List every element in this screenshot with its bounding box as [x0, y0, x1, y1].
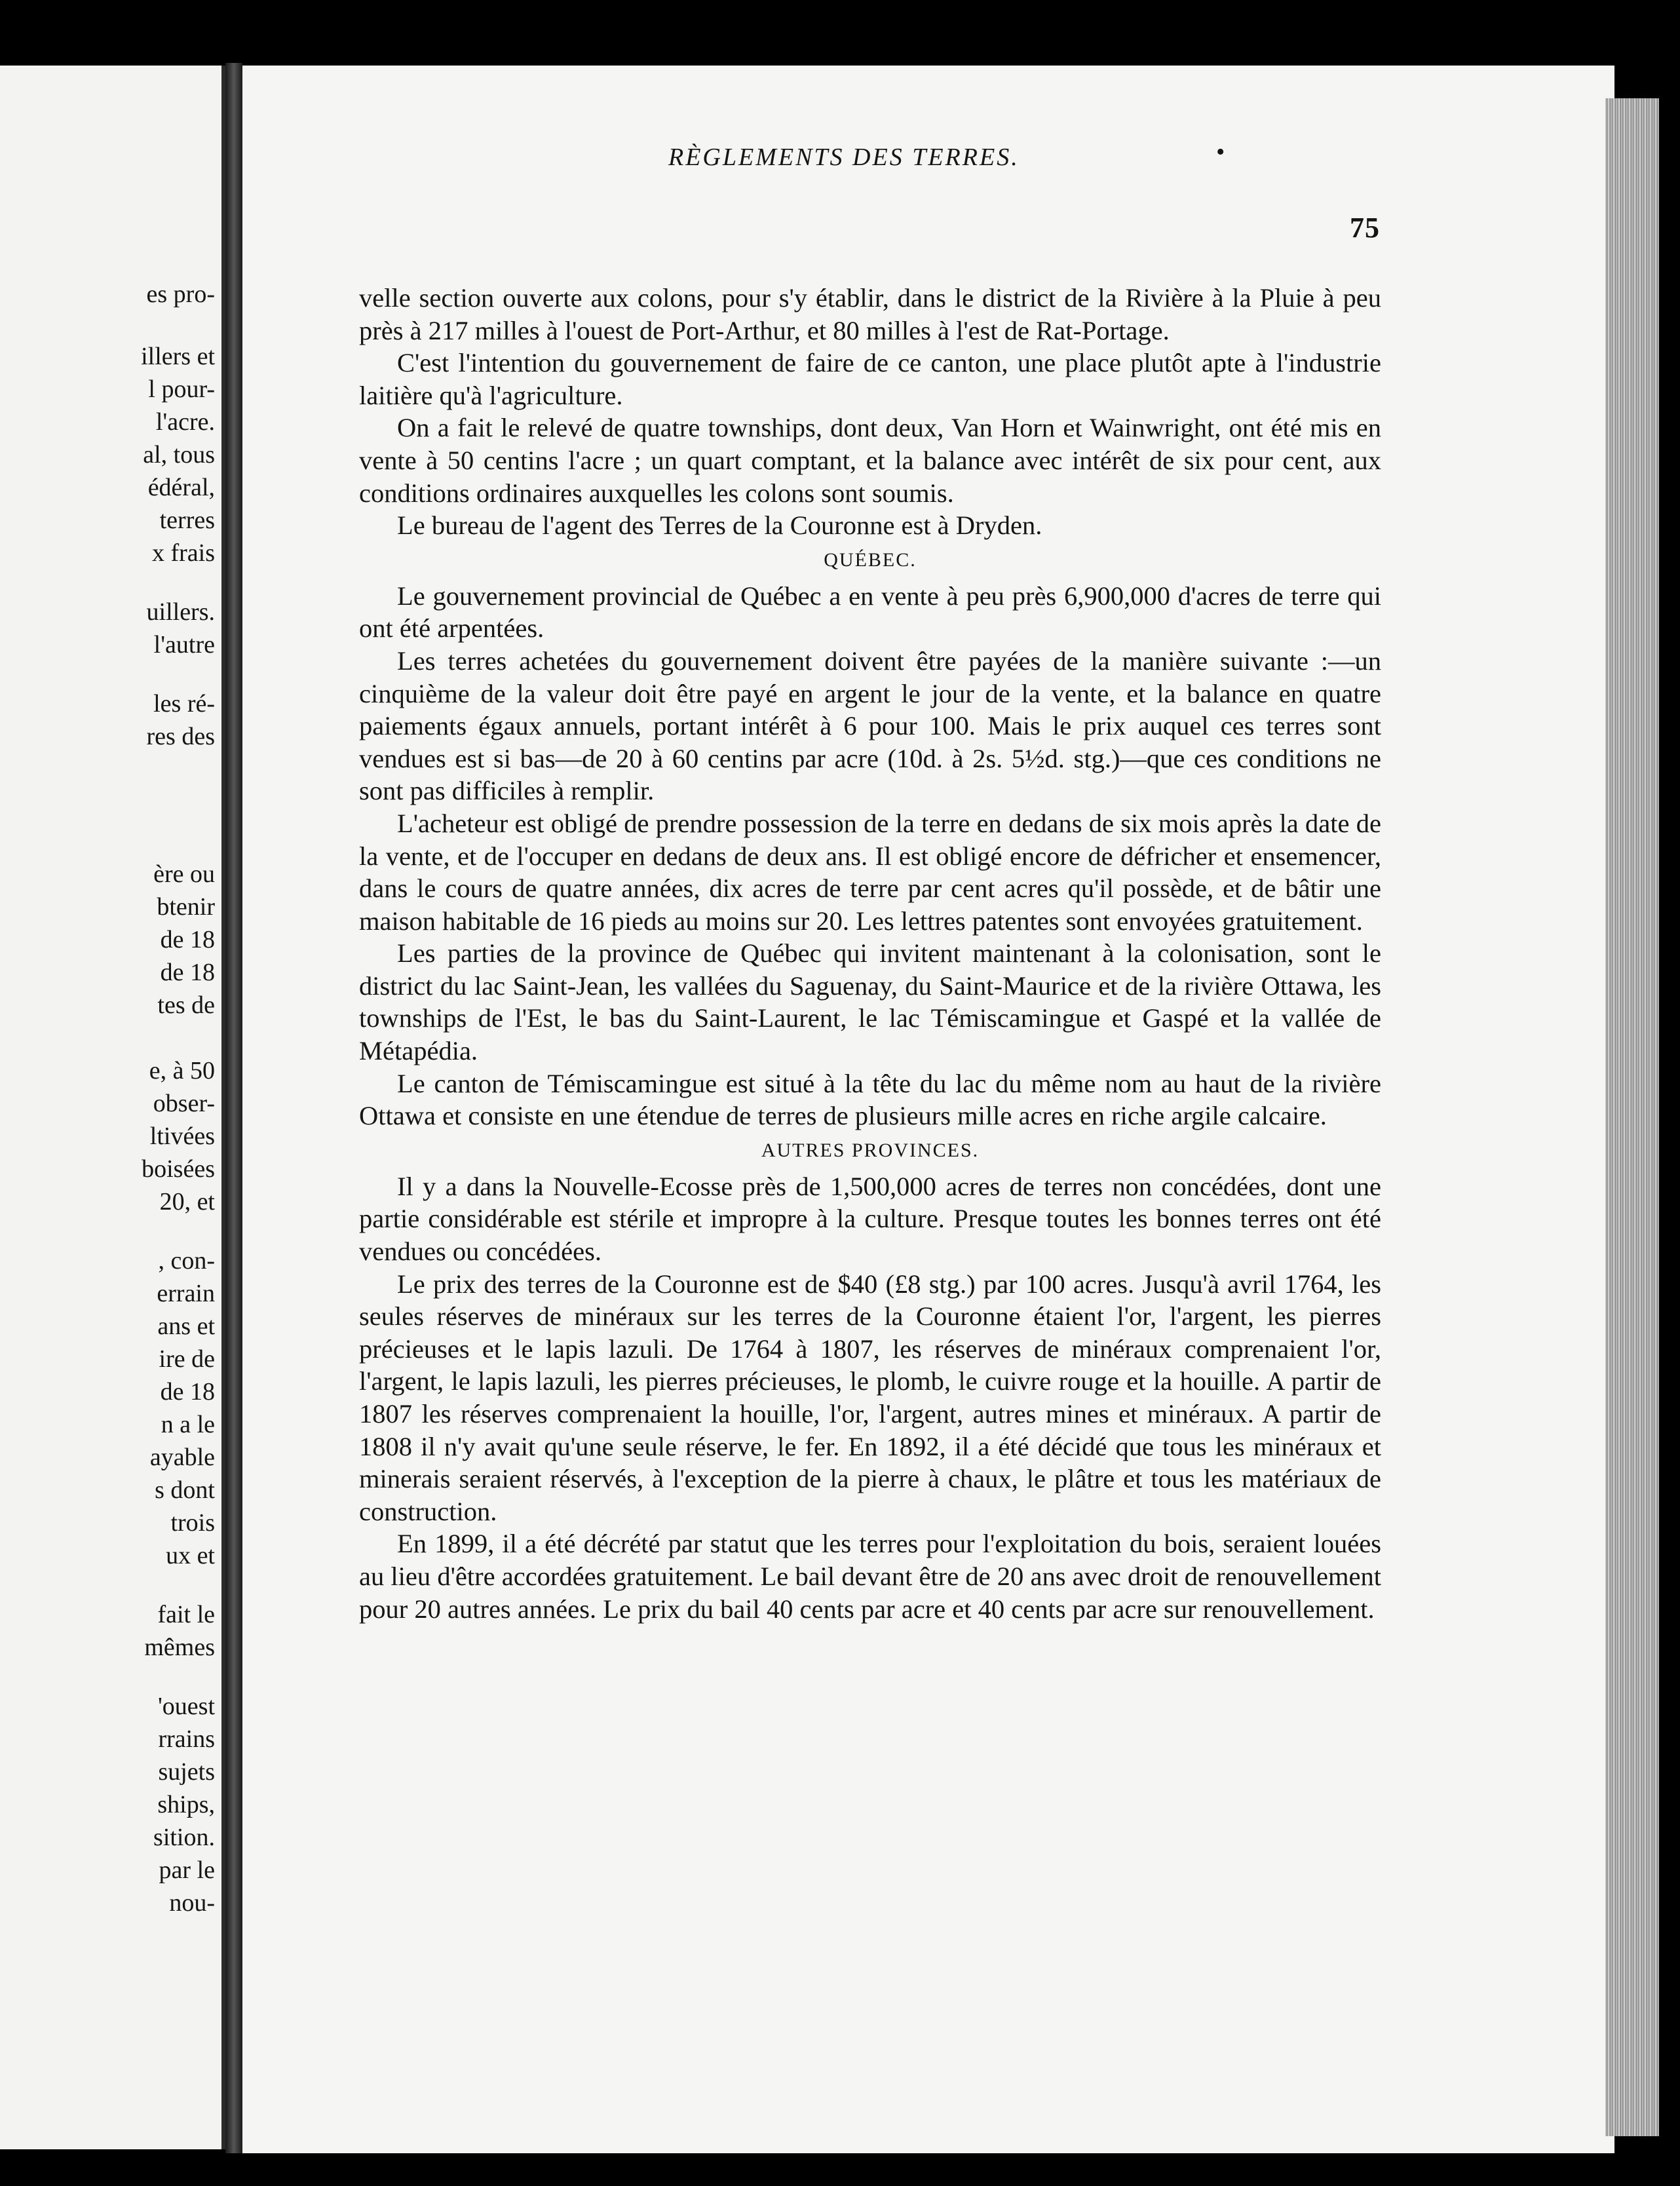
left-page-fragment: sujets [158, 1758, 215, 1786]
left-page-fragment: errain [157, 1280, 215, 1307]
paragraph: C'est l'intention du gouvernement de faire de ce canton, une place plutôt apte à l'industrie laitière qu'à l'agriculture. [359, 348, 1381, 410]
left-page-fragment: l pour- [148, 375, 215, 403]
left-page-fragment: 'ouest [157, 1693, 215, 1720]
left-page-fragment: x frais [151, 539, 215, 567]
paragraph: En 1899, il a été décrété par statut que les terres pour l'exploitation du bois, seraient louées au lieu d'être accordées gratuitement. Le bail devant être de 20 ans avec droit de renouvellement pour 20 autres années. Le prix du bail 40 cents par acre et 40 cents par acre sur renouvellement. [359, 1529, 1381, 1624]
left-page-fragment: btenir [157, 893, 215, 921]
left-page-fragment: fait le [157, 1601, 215, 1628]
left-page-fragment: ayable [149, 1444, 215, 1471]
left-page-fragment: ltivées [149, 1122, 215, 1150]
left-page-fragment: , con- [158, 1247, 215, 1275]
left-page-fragment: mêmes [144, 1634, 215, 1661]
left-page-fragment: l'acre. [155, 408, 215, 436]
book-gutter [225, 63, 242, 2153]
paragraph: Il y a dans la Nouvelle-Ecosse près de 1,500,000 acres de terres non concédées, dont une partie considérable est stérile et impropre à la culture. Presque toutes les bonnes terres ont été vendues ou concédées. [359, 1171, 1381, 1267]
left-page-fragment: trois [170, 1509, 215, 1537]
section-heading-autres-provinces: AUTRES PROVINCES. [761, 1139, 980, 1161]
left-page-fragment: de 18 [160, 926, 215, 953]
left-page-fragment: édéral, [147, 474, 215, 501]
page-body [359, 282, 1381, 1625]
running-title: RÈGLEMENTS DES TERRES. [668, 144, 1020, 171]
left-page-fragment: al, tous [143, 441, 215, 469]
left-page-fragment: ère ou [153, 860, 215, 888]
paragraph: velle section ouverte aux colons, pour s'y établir, dans le district de la Rivière à la Pluie à peu près à 217 milles à l'ouest de Port-Arthur, et 80 milles à l'est de Rat-Portage. [359, 283, 1381, 345]
left-page-fragment: par le [159, 1856, 215, 1884]
left-page-fragment: illers et [141, 343, 215, 370]
paragraph: Le gouvernement provincial de Québec a en vente à peu près 6,900,000 d'acres de terre qui ont été arpentées. [359, 581, 1381, 643]
left-page-fragment: tes de [157, 991, 215, 1019]
section-heading-quebec: QUÉBEC. [824, 548, 917, 571]
left-page-fragment: ships, [157, 1791, 215, 1818]
left-page-fragment: 20, et [159, 1188, 215, 1216]
left-page-fragment: sition. [153, 1824, 215, 1851]
left-page-fragment: boisées [142, 1155, 215, 1183]
left-page-fragment: e, à 50 [149, 1057, 215, 1084]
left-page-fragment: les ré- [153, 690, 215, 718]
left-page-fragment: ire de [159, 1345, 215, 1373]
page-edges [1605, 98, 1659, 2136]
left-page-fragment: rrains [158, 1725, 215, 1753]
left-page-fragment: n a le [161, 1411, 215, 1438]
paragraph: On a fait le relevé de quatre townships, dont deux, Van Horn et Wainwright, ont été mis en vente à 50 centins l'acre ; un quart comptant, et la balance avec intérêt de six pour cent, aux conditions ordinaires auxquelles les colons sont soumis. [359, 413, 1381, 508]
paragraph: Le canton de Témiscamingue est situé à la tête du lac du même nom au haut de la rivière Ottawa et consiste en une étendue de terres de plusieurs mille acres en riche argile calcaire. [359, 1068, 1381, 1131]
left-page-fragment: l'autre [153, 631, 215, 659]
left-page-fragment: terres [159, 507, 215, 534]
paragraph: Les parties de la province de Québec qui invitent maintenant à la colonisation, sont le district du lac Saint-Jean, les vallées du Saguenay, du Saint-Maurice et de la rivière Ottawa, les townships de l'Est, le bas du Saint-Laurent, le lac Témiscamingue et Gaspé et la vallée de Métapédia. [359, 938, 1381, 1066]
paragraph: Le prix des terres de la Couronne est de $40 (£8 stg.) par 100 acres. Jusqu'à avril 1764, les seules réserves de minéraux sur les terres de la Couronne étaient l'or, l'argent, les pierres précieuses et le lapis lazuli. De 1764 à 1807, les réserves de minéraux comprenaient l'or, l'argent, le lapis lazuli, les pierres précieuses, le plomb, le cuivre rouge et la houille. A partir de 1807 les réserves comprenaient la houille, l'or, l'argent, autres mines et minéraux. A partir de 1808 il n'y avait qu'une seule réserve, le fer. En 1892, il a été décidé que tous les minéraux et minerais seraient réservés, à l'exception de la pierre à chaux, le plâtre et tous les matériaux de construction. [359, 1269, 1381, 1526]
left-page-fragment: ans et [157, 1313, 215, 1340]
left-page-fragment: ux et [166, 1542, 215, 1569]
running-dot: • [1216, 138, 1225, 166]
paragraph: Les terres achetées du gouvernement doivent être payées de la manière suivante :—un cinquième de la valeur doit être payé en argent le jour de la vente, et la balance en quatre paiements égaux annuels, portant intérêt à 6 pour 100. Mais le prix auquel ces terres sont vendues est si bas—de 20 à 60 centins par acre (10d. à 2s. 5½d. stg.)—que ces conditions ne sont pas difficiles à remplir. [359, 645, 1381, 806]
paragraph: L'acheteur est obligé de prendre possession de la terre en dedans de six mois après la date de la vente, et de l'occuper en dedans de deux ans. Il est obligé encore de défricher et ensemencer, dans le cours de quatre années, dix acres de terre par cent acres qu'il possède, et de bâtir une maison habitable de 16 pieds au moins sur 20. Les lettres patentes sont envoyées gratuitement. [359, 808, 1381, 936]
left-page-fragment: res des [146, 723, 215, 750]
left-page-fragment: uillers. [146, 598, 215, 626]
left-page-fragment: de 18 [160, 959, 215, 986]
left-page-fragment: es pro- [146, 280, 215, 308]
left-page-fragment: s dont [155, 1476, 215, 1504]
left-page-fragment: nou- [169, 1889, 215, 1917]
left-page-fragment: de 18 [160, 1378, 215, 1406]
left-page-fragment: obser- [153, 1090, 215, 1117]
left-facing-page [0, 66, 225, 2149]
paragraph: Le bureau de l'agent des Terres de la Couronne est à Dryden. [397, 510, 1042, 541]
page-number: 75 [1350, 212, 1380, 244]
